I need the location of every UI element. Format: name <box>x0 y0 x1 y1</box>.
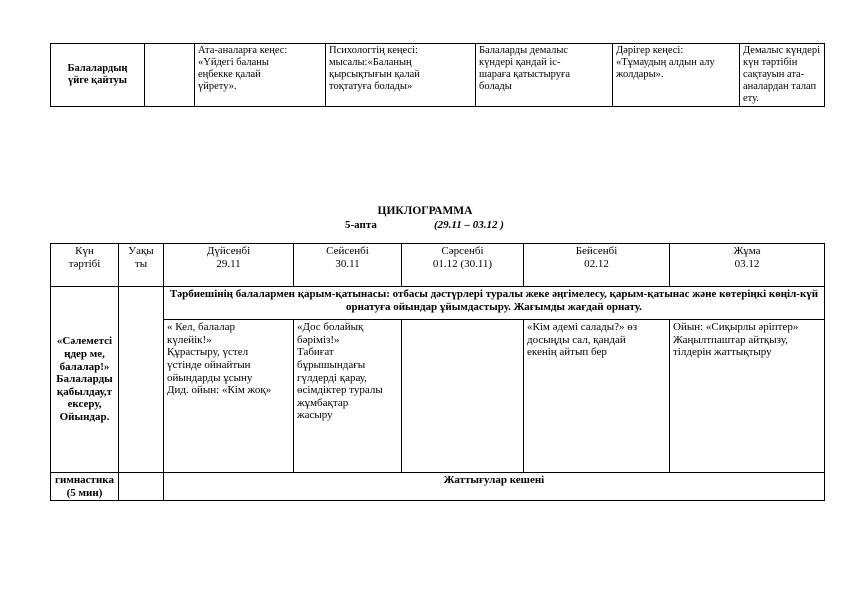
header-time: Уақы ты <box>119 244 164 287</box>
weekend-regime-cell: Демалыс күндері күн тәртібін сақтауын ата- аналардан талап ету. <box>740 44 825 107</box>
date-range: (29.11 – 03.12 ) <box>434 219 504 231</box>
reception-thursday: «Кім әдемі салады?» өз досыңды сал, қандай екенің айтып бер <box>524 320 670 473</box>
header-wednesday: Сәрсенбі 01.12 (30.11) <box>402 244 524 287</box>
table-row <box>51 44 825 107</box>
reception-monday: « Кел, балалар күлейік!» Құрастыру, үстел үстінде ойнайтын ойындарды ұсыну Дид. ойын: «Кім жоқ» <box>164 320 294 473</box>
table-row <box>51 287 825 320</box>
cyclogram-title: ЦИКЛОГРАММА <box>377 205 473 217</box>
gym-label: гимнастика (5 мин) <box>51 473 119 501</box>
reception-label: «Сәлеметсі ңдер ме, балалар!» Балаларды қабылдау,т ексеру, Ойындар. <box>51 287 119 473</box>
header-friday: Жұма 03.12 <box>670 244 825 287</box>
table-row <box>51 320 825 473</box>
header-row <box>51 244 825 287</box>
reception-time <box>119 287 164 473</box>
header-monday: Дүйсенбі 29.11 <box>164 244 294 287</box>
parents-advice-cell: Ата-аналарға кеңес: «Үйдегі баланы еңбекке қалай үйрету». <box>195 44 326 107</box>
header-thursday: Бейсенбі 02.12 <box>524 244 670 287</box>
doctor-advice-cell: Дәрігер кеңесі: «Тұмаудың алдын алу жолдары». <box>613 44 740 107</box>
row-label-going-home: Балалардың үйге қайтуы <box>51 44 145 107</box>
header-regime: Күн тәртібі <box>51 244 119 287</box>
reception-tuesday: «Дос болайық бәріміз!» Табиғат бұрышындағы гүлдерді қарау, өсімдіктер туралы жұмбақтар жасыру <box>294 320 402 473</box>
header-tuesday: Сейсенбі 30.11 <box>294 244 402 287</box>
table-row <box>51 473 825 501</box>
psychologist-advice-cell: Психологтің кеңесі: мысалы:«Баланың қырсықтығын қалай тоқтатуға болады» <box>326 44 476 107</box>
reception-friday: Ойын: «Сиқырлы әріптер» Жаңылтпаштар айтқызу, тілдерін жаттықтыру <box>670 320 825 473</box>
cyclogram-table <box>50 243 825 501</box>
teacher-communication-span: Тәрбиешінің балалармен қарым-қатынасы: отбасы дәстүрлері туралы жеке әңгімелесу, қарым-қатынас және көтеріңкі көңіл-күй орнатуға ойындар ұйымдастыру. Жағымды жағдай орнату. <box>164 287 825 320</box>
week-label: 5-апта <box>345 219 377 231</box>
reception-wednesday <box>402 320 524 473</box>
gym-time <box>119 473 164 501</box>
gym-span: Жаттығулар кешені <box>164 473 825 501</box>
weekend-events-cell: Балаларды демалыс күндері қандай іс- шараға қатыстыруға болады <box>476 44 613 107</box>
empty-time-cell <box>145 44 195 107</box>
parents-consult-table <box>50 43 825 107</box>
